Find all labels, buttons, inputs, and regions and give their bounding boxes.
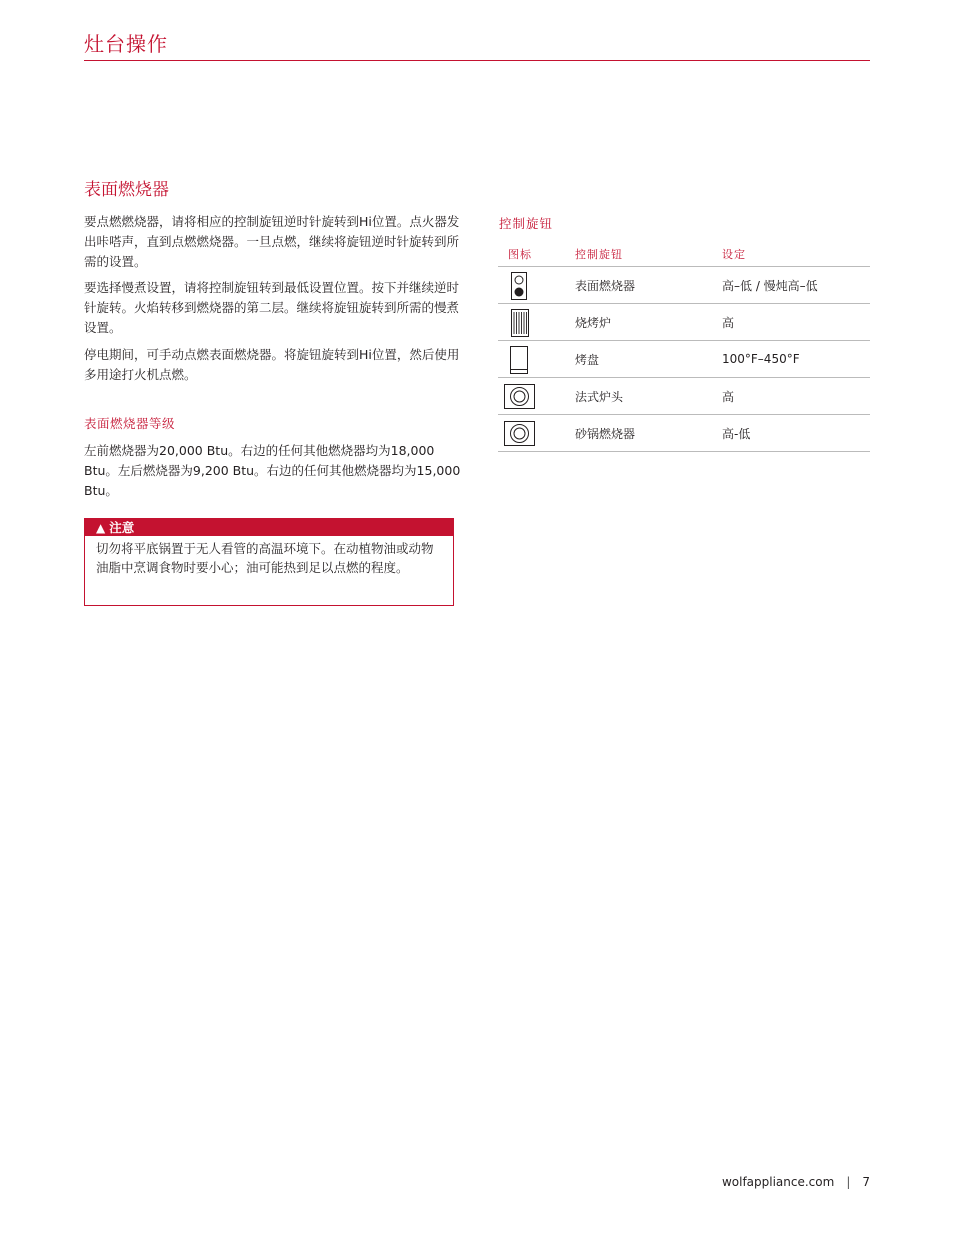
knob-table bbox=[498, 242, 870, 452]
french-top-icon bbox=[504, 382, 536, 416]
wok-burner-icon bbox=[504, 419, 536, 453]
table-row bbox=[498, 415, 870, 452]
section-title: 表面燃烧器 bbox=[84, 180, 169, 200]
burner-rating-title: 表面燃烧器等级 bbox=[84, 416, 176, 431]
table-row bbox=[498, 341, 870, 378]
caution-text: 切勿将平底锅置于无人看管的高温环境下。在动植物油或动物油脂中烹调食物时要小心；油可能热到足以点燃的程度。 bbox=[96, 541, 434, 575]
knob-setting: 高–低 / 慢炖高–低 bbox=[722, 278, 818, 293]
burner-rating-text: 左前燃烧器为20,000 Btu。右边的任何其他燃烧器均为18,000 Btu。左后燃烧器为9,200 Btu。右边的任何其他燃烧器均为15,000 Btu。 bbox=[84, 443, 461, 498]
table-row bbox=[498, 267, 870, 304]
knob-name: 表面燃烧器 bbox=[575, 278, 636, 293]
knob-name: 烤盘 bbox=[575, 352, 600, 367]
header-setting: 设定 bbox=[722, 248, 746, 261]
header-icon: 图标 bbox=[508, 248, 532, 261]
page-title: 灶台操作 bbox=[84, 32, 168, 56]
knob-setting: 高-低 bbox=[722, 426, 751, 441]
knob-name: 法式炉头 bbox=[575, 389, 624, 404]
broiler-icon bbox=[504, 308, 534, 342]
table-row bbox=[498, 378, 870, 415]
table-header bbox=[498, 242, 870, 267]
table-row bbox=[498, 304, 870, 341]
knob-name: 砂锅燃烧器 bbox=[575, 426, 636, 441]
paragraph-ignite: 要点燃燃烧器，请将相应的控制旋钮逆时针旋转到Hi位置。点火器发出咔嗒声，直到点燃燃烧器。一旦点燃，继续将旋钮逆时针旋转到所需的设置。 bbox=[84, 214, 460, 269]
paragraph-power-outage: 停电期间，可手动点燃表面燃烧器。将旋钮旋转到Hi位置，然后使用多用途打火机点燃。 bbox=[84, 347, 460, 382]
knob-setting: 高 bbox=[722, 315, 735, 330]
paragraph-simmer: 要选择慢煮设置，请将控制旋钮转到最低设置位置。按下并继续逆时针旋转。火焰转移到燃烧器的第二层。继续将旋钮旋转到所需的慢煮设置。 bbox=[84, 280, 460, 335]
footer-separator: | bbox=[846, 1175, 851, 1189]
caution-box bbox=[84, 518, 454, 606]
knob-table-title: 控制旋钮 bbox=[499, 216, 554, 231]
warning-icon: ▲ bbox=[96, 521, 106, 535]
title-divider bbox=[84, 60, 870, 61]
caution-header bbox=[85, 519, 453, 536]
knob-setting: 高 bbox=[722, 389, 735, 404]
griddle-icon bbox=[504, 345, 534, 379]
footer-site: wolfappliance.com bbox=[721, 1175, 835, 1189]
knob-name: 烧烤炉 bbox=[575, 315, 612, 330]
knob-setting: 100°F–450°F bbox=[722, 352, 800, 366]
surface-burner-icon bbox=[504, 271, 534, 305]
page-number: 7 bbox=[862, 1175, 870, 1189]
header-knob: 控制旋钮 bbox=[575, 248, 623, 261]
caution-label: 注意 bbox=[109, 520, 135, 535]
page-footer bbox=[722, 1175, 870, 1189]
